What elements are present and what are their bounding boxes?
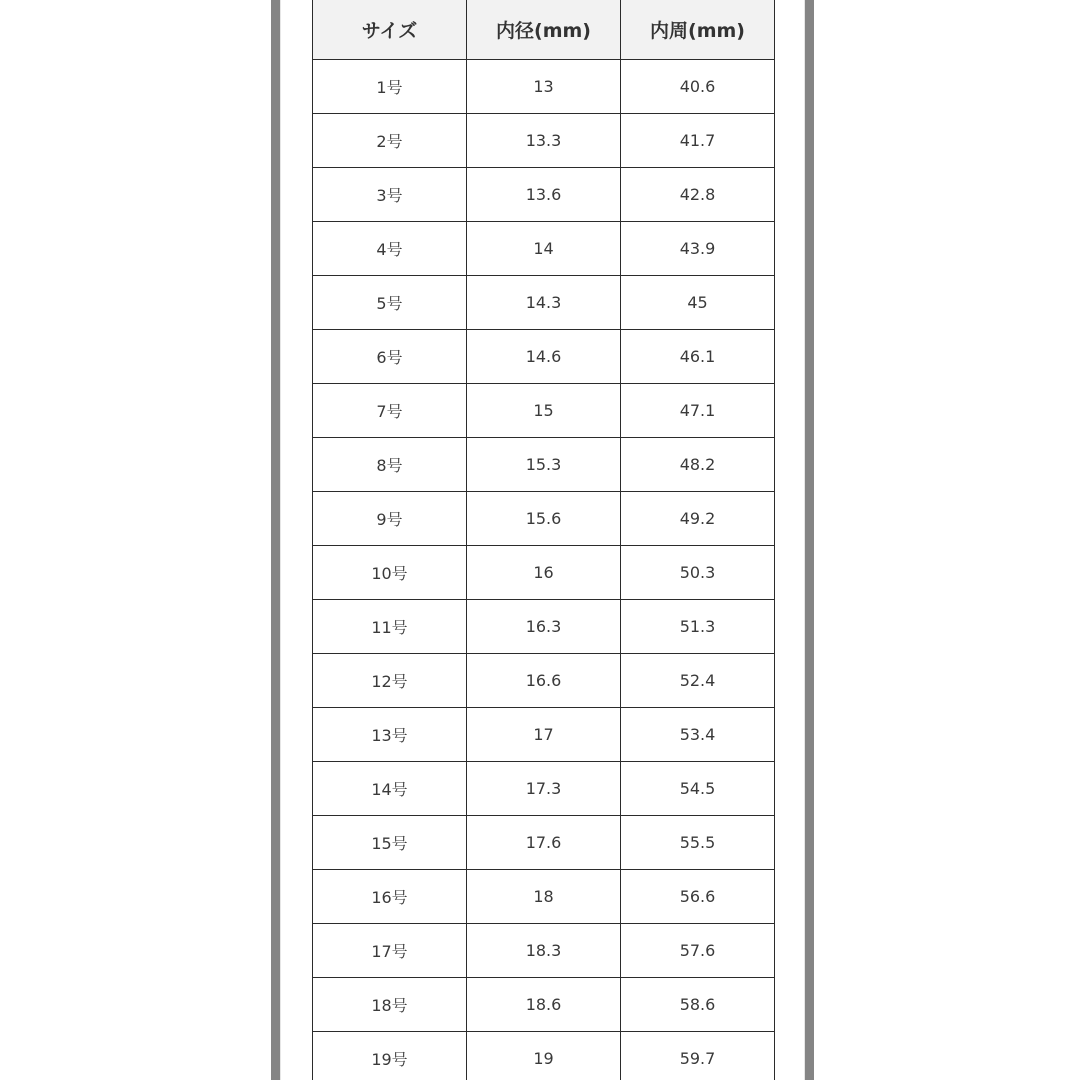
cell-size: 17号: [313, 924, 467, 978]
table-row: [313, 384, 775, 438]
table-row: [313, 924, 775, 978]
cell-size: 15号: [313, 816, 467, 870]
cell-inner-circumference: 54.5: [621, 762, 775, 816]
cell-size: 5号: [313, 276, 467, 330]
cell-inner-circumference: 42.8: [621, 168, 775, 222]
cell-inner-circumference: 50.3: [621, 546, 775, 600]
header-inner-circumference: 内周(mm): [621, 0, 775, 60]
cell-inner-circumference: 46.1: [621, 330, 775, 384]
cell-inner-diameter: 16.6: [467, 654, 621, 708]
table-row: [313, 708, 775, 762]
cell-size: 14号: [313, 762, 467, 816]
table-row: [313, 978, 775, 1032]
right-frame-edge: [804, 0, 805, 1080]
cell-inner-circumference: 47.1: [621, 384, 775, 438]
table-row: [313, 1032, 775, 1080]
left-frame-bar: [271, 0, 280, 1080]
cell-inner-diameter: 16: [467, 546, 621, 600]
cell-inner-diameter: 18.3: [467, 924, 621, 978]
cell-inner-diameter: 14.6: [467, 330, 621, 384]
table-row: [313, 276, 775, 330]
cell-size: 13号: [313, 708, 467, 762]
table-row: [313, 762, 775, 816]
cell-inner-diameter: 16.3: [467, 600, 621, 654]
table-row: [313, 60, 775, 114]
cell-inner-diameter: 14: [467, 222, 621, 276]
left-frame-edge: [280, 0, 281, 1080]
cell-size: 7号: [313, 384, 467, 438]
cell-size: 2号: [313, 114, 467, 168]
table-row: [313, 114, 775, 168]
ring-size-table: [312, 0, 775, 1080]
header-inner-diameter: 内径(mm): [467, 0, 621, 60]
cell-inner-circumference: 43.9: [621, 222, 775, 276]
cell-inner-circumference: 40.6: [621, 60, 775, 114]
cell-inner-circumference: 41.7: [621, 114, 775, 168]
cell-size: 11号: [313, 600, 467, 654]
cell-size: 12号: [313, 654, 467, 708]
cell-inner-diameter: 18.6: [467, 978, 621, 1032]
table-row: [313, 654, 775, 708]
cell-inner-diameter: 13: [467, 60, 621, 114]
cell-inner-diameter: 17.3: [467, 762, 621, 816]
cell-inner-circumference: 58.6: [621, 978, 775, 1032]
cell-inner-diameter: 13.6: [467, 168, 621, 222]
cell-size: 6号: [313, 330, 467, 384]
cell-inner-diameter: 15.6: [467, 492, 621, 546]
cell-size: 9号: [313, 492, 467, 546]
cell-inner-circumference: 48.2: [621, 438, 775, 492]
header-size: サイズ: [313, 0, 467, 60]
cell-inner-circumference: 55.5: [621, 816, 775, 870]
table-row: [313, 168, 775, 222]
cell-inner-diameter: 14.3: [467, 276, 621, 330]
cell-inner-diameter: 13.3: [467, 114, 621, 168]
cell-inner-circumference: 56.6: [621, 870, 775, 924]
right-frame-bar: [805, 0, 814, 1080]
table-row: [313, 438, 775, 492]
cell-size: 19号: [313, 1032, 467, 1080]
table-row: [313, 492, 775, 546]
cell-size: 18号: [313, 978, 467, 1032]
table-row: [313, 816, 775, 870]
cell-inner-circumference: 49.2: [621, 492, 775, 546]
cell-inner-circumference: 51.3: [621, 600, 775, 654]
cell-inner-diameter: 15: [467, 384, 621, 438]
table-row: [313, 600, 775, 654]
cell-size: 8号: [313, 438, 467, 492]
cell-inner-diameter: 18: [467, 870, 621, 924]
table-header: [313, 0, 775, 60]
table-row: [313, 222, 775, 276]
table-row: [313, 330, 775, 384]
cell-inner-circumference: 53.4: [621, 708, 775, 762]
cell-size: 3号: [313, 168, 467, 222]
cell-inner-circumference: 45: [621, 276, 775, 330]
cell-size: 1号: [313, 60, 467, 114]
table-body: [313, 60, 775, 1080]
table-row: [313, 870, 775, 924]
cell-inner-circumference: 57.6: [621, 924, 775, 978]
cell-inner-circumference: 52.4: [621, 654, 775, 708]
table-row: [313, 546, 775, 600]
table-header-row: [313, 0, 775, 60]
cell-inner-diameter: 17.6: [467, 816, 621, 870]
cell-inner-diameter: 15.3: [467, 438, 621, 492]
cell-size: 16号: [313, 870, 467, 924]
cell-inner-circumference: 59.7: [621, 1032, 775, 1080]
cell-inner-diameter: 19: [467, 1032, 621, 1080]
cell-inner-diameter: 17: [467, 708, 621, 762]
cell-size: 10号: [313, 546, 467, 600]
cell-size: 4号: [313, 222, 467, 276]
